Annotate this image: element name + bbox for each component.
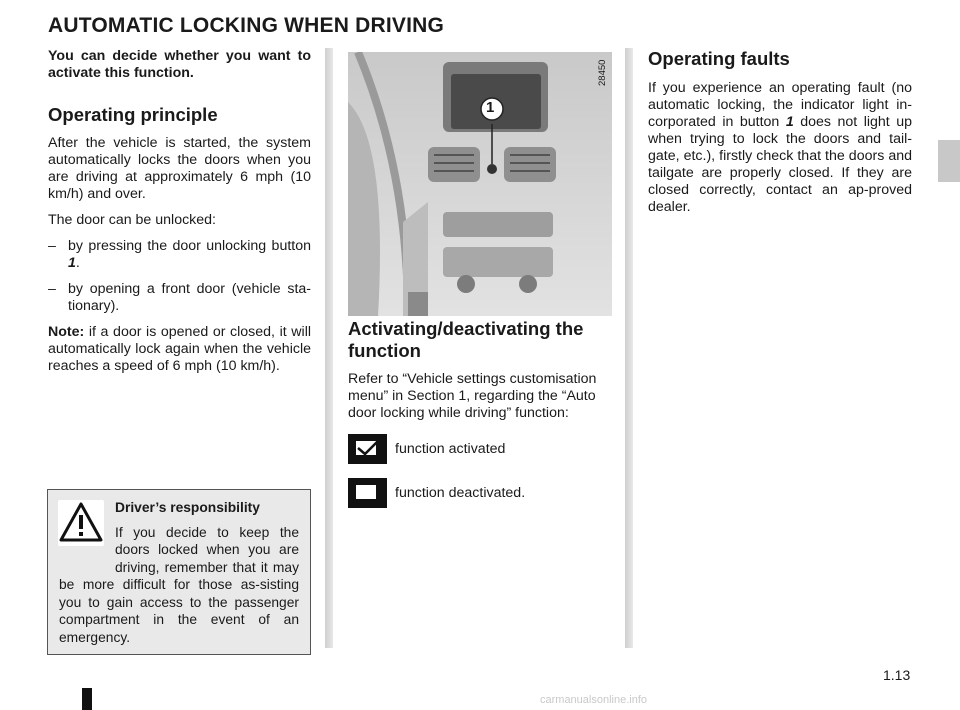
note-label: Note: <box>48 324 85 340</box>
button-number: 1 <box>68 255 76 271</box>
list-item <box>48 281 311 315</box>
checked-box-icon <box>348 434 387 464</box>
faults-text-end: does not light up when trying to lock the doors and tail-gate, etc.), firstly check that the doors and tailgate are properly closed. If they are closed correctly, contact an ap-proved dealer. <box>648 114 913 215</box>
photo-reference-number: 28450 <box>597 59 608 86</box>
page-number: 1.13 <box>883 667 911 683</box>
unchecked-box-icon <box>348 478 387 508</box>
operating-faults-heading: Operating faults <box>648 48 790 69</box>
deactivated-label: function deactivated. <box>395 484 526 501</box>
activating-paragraph: Refer to “Vehicle settings customisation menu” in Section 1, regarding the “Auto door locking while driving” function: <box>348 371 597 421</box>
note-paragraph <box>48 324 311 375</box>
activated-row <box>348 434 616 464</box>
dash-marker: – <box>48 238 56 254</box>
list-item <box>48 238 311 272</box>
list-item-text-part: by pressing the door unlocking button <box>68 238 311 254</box>
right-column <box>648 48 912 216</box>
list-item-text <box>68 238 311 272</box>
deactivated-row <box>348 478 616 508</box>
warning-title: Driver’s responsibility <box>115 500 260 515</box>
dash-marker: – <box>48 281 56 297</box>
principle-paragraph: After the vehicle is started, the system automatically locks the doors when you are driving at approximately 6 mph (10 km/h) and over. <box>48 135 311 202</box>
left-column <box>48 48 311 375</box>
warning-body <box>59 524 299 647</box>
list-item-text-end: . <box>75 255 80 271</box>
warning-box <box>47 489 311 655</box>
watermark: carmanualsonline.info <box>540 694 648 706</box>
dashboard-photo <box>348 52 612 316</box>
warning-content <box>59 499 299 646</box>
operating-principle-heading: Operating principle <box>48 104 218 125</box>
unlock-intro: The door can be unlocked: <box>48 212 216 228</box>
column-divider-left <box>325 48 333 648</box>
corner-mark <box>82 688 92 710</box>
intro-text: You can decide whether you want to activate this function. <box>48 48 311 81</box>
activating-heading: Activating/deactivating the function <box>348 318 584 361</box>
note-text: if a door is opened or closed, it will automatically lock again when the vehicle reaches a speed of 6 mph (10 km/h). <box>48 324 311 374</box>
photo-callout-number: 1 <box>486 99 495 116</box>
button-number: 1 <box>785 114 794 130</box>
middle-column <box>348 318 616 508</box>
dashboard-illustration <box>348 52 612 316</box>
column-divider-right <box>625 48 633 648</box>
faults-text-part: If you experience an operating fault (no automatic locking, the indicator light in-corporated in button <box>648 80 912 130</box>
faults-paragraph <box>648 80 912 216</box>
icon-spacer <box>59 524 115 576</box>
section-tab <box>938 140 960 182</box>
warning-body-text: If you decide to keep the doors locked when you are driving, remember that it may be more difficult for those as-sisting you to gain access to the passenger compartment in the event of an emergency. <box>59 524 299 645</box>
page-title: AUTOMATIC LOCKING WHEN DRIVING <box>48 14 445 37</box>
list-item-text: by opening a front door (vehicle sta-tionary). <box>68 281 311 314</box>
activated-label: function activated <box>395 440 506 457</box>
